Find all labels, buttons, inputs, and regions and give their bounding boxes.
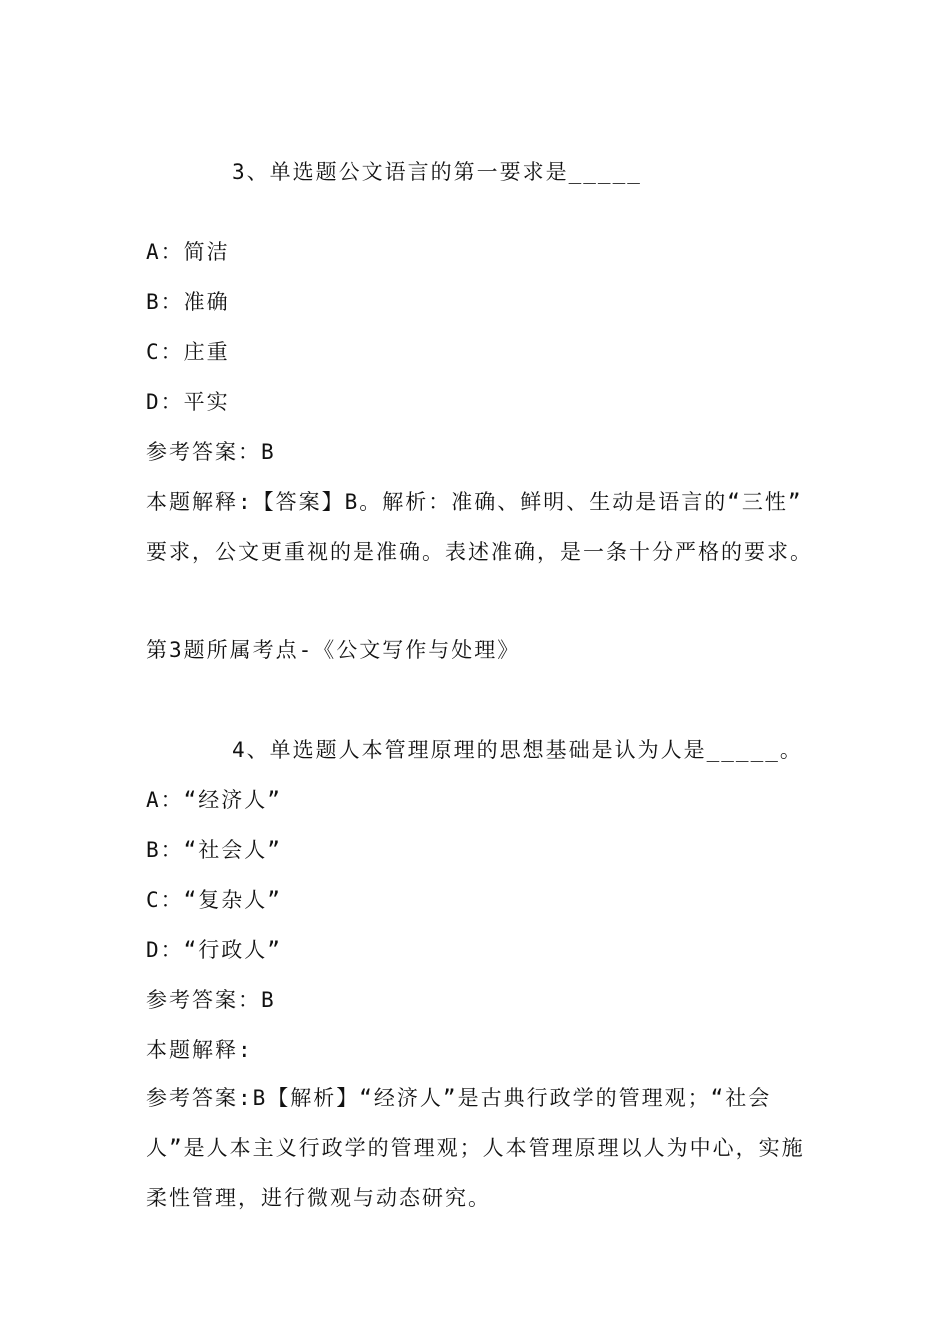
question-3-answer: 参考答案：B [146, 440, 276, 464]
question-3-explanation-line-2: 要求，公文更重视的是准确。表述准确，是一条十分严格的要求。 [146, 540, 813, 564]
question-3-stem: 3、单选题公文语言的第一要求是_____ [232, 160, 642, 184]
question-4-option-d: D：“行政人” [146, 938, 282, 962]
question-3-topic: 第3题所属考点-《公文写作与处理》 [146, 638, 521, 662]
question-4-explanation-line-2: 人”是人本主义行政学的管理观；人本管理原理以人为中心，实施 [146, 1136, 805, 1160]
question-4-explanation-line-1: 参考答案:B【解析】“经济人”是古典行政学的管理观；“社会 [146, 1086, 772, 1110]
question-3-option-b: B：准确 [146, 290, 230, 314]
question-4-explanation-line-3: 柔性管理，进行微观与动态研究。 [146, 1186, 491, 1210]
question-3-option-d: D：平实 [146, 390, 230, 414]
question-3-option-a: A：简洁 [146, 240, 230, 264]
question-4-stem: 4、单选题人本管理原理的思想基础是认为人是_____。 [232, 738, 803, 762]
question-4-option-b: B：“社会人” [146, 838, 282, 862]
question-4-explanation-label: 本题解释: [146, 1038, 253, 1062]
question-4-answer: 参考答案：B [146, 988, 276, 1012]
question-3-explanation-line-1: 本题解释:【答案】B。解析：准确、鲜明、生动是语言的“三性” [146, 490, 803, 514]
question-3-option-c: C：庄重 [146, 340, 230, 364]
question-4-option-a: A：“经济人” [146, 788, 282, 812]
question-4-option-c: C：“复杂人” [146, 888, 282, 912]
